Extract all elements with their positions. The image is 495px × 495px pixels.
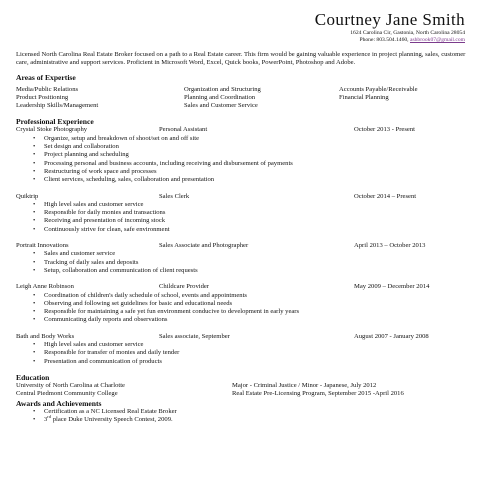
education-list xyxy=(16,382,477,399)
job-header xyxy=(16,242,477,250)
job-dates: October 2014 – Present xyxy=(354,192,417,200)
award-item: • Certification as a NC Licensed Real Estate Broker xyxy=(44,408,477,416)
job-dates: May 2009 – December 2014 xyxy=(354,283,430,291)
expertise-item: Financial Planning xyxy=(339,93,389,101)
job-bullet: • Receiving and presentation of incoming stock xyxy=(44,217,477,225)
contact-phone: Phone: 803.504.1460, xyxy=(359,37,410,43)
job-dates: October 2013 - Present xyxy=(354,126,415,134)
job-bullet: • High level sales and customer service xyxy=(44,201,477,209)
job-bullet: • Responsible for maintaining a safe yet fun environment conducive to development in early years xyxy=(44,308,477,316)
job-entry xyxy=(16,193,477,234)
education-row xyxy=(16,382,477,390)
education-school: Central Piedmont Community College xyxy=(16,390,118,398)
job-bullet: • Presentation and communication of products xyxy=(44,358,477,366)
education-detail: Major - Criminal Justice / Minor - Japanese, July 2012 xyxy=(232,381,377,389)
job-bullets xyxy=(16,250,477,275)
expertise-item: Product Positioning xyxy=(16,93,69,101)
awards-heading: Awards and Achievements xyxy=(16,398,102,408)
job-bullets xyxy=(16,292,477,325)
expertise-item: Planning and Coordination xyxy=(184,93,256,101)
job-bullet: • Responsible for transfer of monies and daily tender xyxy=(44,349,477,357)
experience-heading: Professional Experience xyxy=(16,117,94,127)
education-detail: Real Estate Pre-Licensing Program, September 2015 -April 2016 xyxy=(232,390,404,398)
education-school: University of North Carolina at Charlotte xyxy=(16,381,125,389)
job-entry xyxy=(16,333,477,366)
job-header xyxy=(16,333,477,341)
job-company: Portrait Innovations xyxy=(16,242,69,250)
expertise-item: Accounts Payable/Receivable xyxy=(339,85,418,93)
spacer xyxy=(16,185,477,193)
expertise-heading: Areas of Expertise xyxy=(16,72,76,82)
expertise-item: Media/Public Relations xyxy=(16,85,79,93)
job-bullets xyxy=(16,135,477,185)
contact-email-link[interactable]: ashbrook07@gmail.com xyxy=(409,37,465,43)
summary-paragraph: Licensed North Carolina Real Estate Broker focused on a path to a Real Estate career. This firm would be gaining valuable experience in project planning, sales, customer care, administrative and support services. Proficient in Microsoft Word, Excel, Quick books, PowerPoint, Photoshop and Adobe. xyxy=(16,51,466,67)
education-heading: Education xyxy=(16,372,50,382)
job-title: Sales associate, September xyxy=(159,332,230,340)
job-bullet: • Restructuring of work space and processes xyxy=(44,168,477,176)
job-dates: August 2007 - January 2008 xyxy=(354,332,429,340)
contact-line xyxy=(16,37,465,44)
awards-list xyxy=(16,408,477,425)
expertise-item: Organization and Structuring xyxy=(184,85,261,93)
job-bullet: • Communicating daily reports and observations xyxy=(44,316,477,324)
job-bullet: • Processing personal and business accounts, including receiving and disbursement of payments xyxy=(44,160,477,168)
job-bullet: • Set design and collaboration xyxy=(44,143,477,151)
education-row xyxy=(16,390,477,398)
award-item xyxy=(44,413,477,424)
award-rank-suffix: rd xyxy=(47,413,52,419)
job-title: Personal Assistant xyxy=(159,126,208,134)
job-bullet: • Setup, collaboration and communication of client requests xyxy=(44,267,477,275)
job-company: Crystal Stoke Photography xyxy=(16,126,88,134)
job-bullet: • Continuously strive for clean, safe environment xyxy=(44,226,477,234)
award-rank: 3 xyxy=(44,415,48,423)
job-bullets xyxy=(16,201,477,234)
job-dates: April 2013 – October 2013 xyxy=(354,242,426,250)
resume-name: Courtney Jane Smith xyxy=(314,10,465,29)
job-entry xyxy=(16,283,477,324)
job-bullet: • Project planning and scheduling xyxy=(44,151,477,159)
job-bullet: • Client services, scheduling, sales, collaboration and presentation xyxy=(44,176,477,184)
job-company: Quiktrip xyxy=(16,192,39,200)
job-title: Childcare Provider xyxy=(159,283,209,291)
job-bullet: • Sales and customer service xyxy=(44,250,477,258)
job-entry xyxy=(16,126,477,184)
job-bullet: • Organize, setup and breakdown of shoot/set on and off site xyxy=(44,135,477,143)
spacer xyxy=(16,325,477,333)
job-header xyxy=(16,283,477,291)
contact-address: 1624 Carolina Cir, Gastonia, North Carolina 28054 xyxy=(350,30,465,36)
job-company: Bath and Body Works xyxy=(16,332,75,340)
expertise-item: Leadership Skills/Management xyxy=(16,102,99,110)
job-bullet: • High level sales and customer service xyxy=(44,341,477,349)
job-company: Leigh Anne Robinson xyxy=(16,283,74,291)
job-entry xyxy=(16,242,477,275)
job-bullet: • Coordination of children's daily schedule of school, events and appointments xyxy=(44,292,477,300)
expertise-item xyxy=(339,102,477,110)
job-bullet: • Tracking of daily sales and deposits xyxy=(44,259,477,267)
job-header xyxy=(16,126,477,134)
award-text: place Duke University Speech Contest, 2009. xyxy=(51,415,173,423)
job-title: Sales Clerk xyxy=(159,192,190,200)
job-bullet: • Responsible for daily monies and transactions xyxy=(44,209,477,217)
job-title: Sales Associate and Photographer xyxy=(159,242,249,250)
expertise-item: Sales and Customer Service xyxy=(184,102,258,110)
job-bullet: • Observing and following set guidelines for basic and educational needs xyxy=(44,300,477,308)
spacer xyxy=(16,275,477,283)
expertise-grid xyxy=(16,86,477,111)
job-header xyxy=(16,193,477,201)
job-bullets xyxy=(16,341,477,366)
spacer xyxy=(16,234,477,242)
